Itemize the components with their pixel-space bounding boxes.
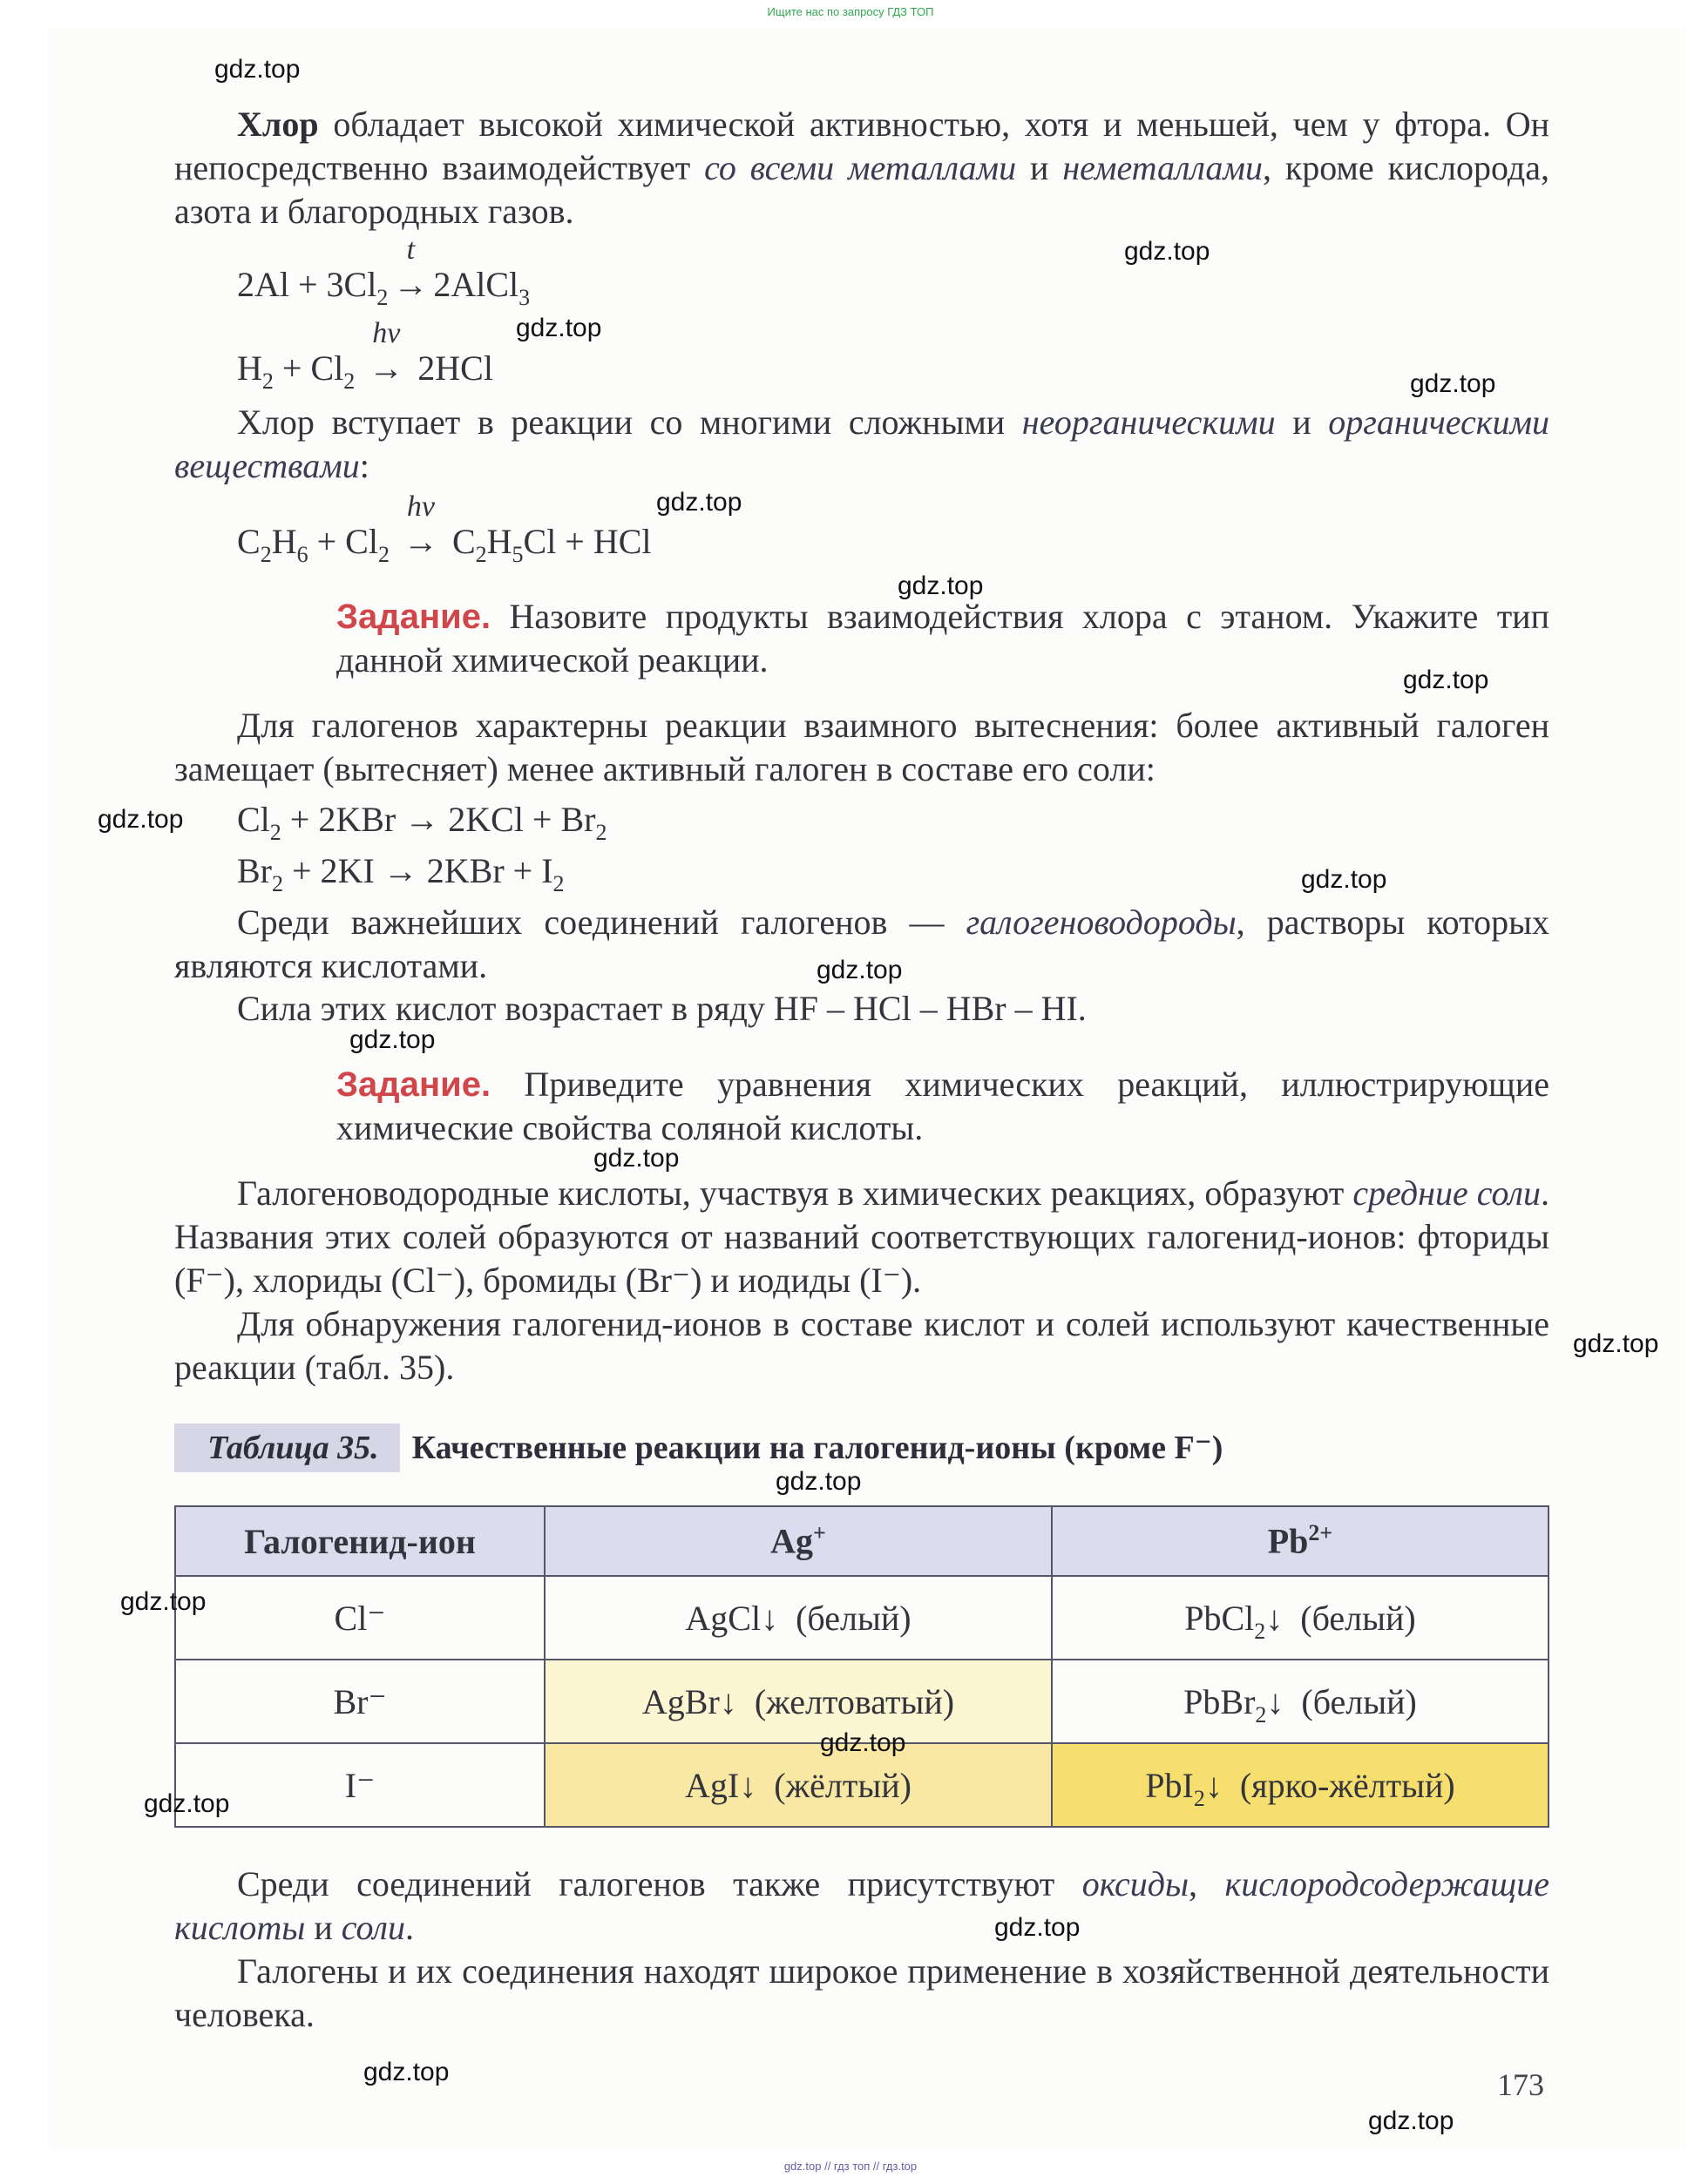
watermark: gdz.top	[820, 1728, 906, 1757]
paragraph-salts: Галогеноводородные кислоты, участвуя в химических реакциях, образуют средние соли. Названия этих солей образуются от названий соответствующих галогенид-ионов: фториды (F⁻), хлориды (Cl⁻), бромиды (Br⁻) и иодиды (I⁻).	[174, 1173, 1549, 1300]
reaction-arrow: hν →	[369, 317, 404, 388]
header-silver: Ag+	[545, 1506, 1052, 1576]
header-lead: $Pb^{2+}$	[1052, 1506, 1549, 1576]
cell-lead-precipitate: PbCl$_2$↓ (белый)	[1052, 1576, 1549, 1660]
equation-br2-ki: $Br_2 + 2KI \to 2KBr + I_2$	[237, 851, 565, 896]
equation-al-cl2: $2Al + 3Cl_2$ t → 2AlCl$_3$	[237, 233, 531, 310]
watermark: gdz.top	[776, 1467, 862, 1496]
watermark: gdz.top	[349, 1025, 436, 1054]
cell-ion: Cl⁻	[175, 1576, 545, 1660]
cell-silver-precipitate: AgCl↓ (белый)	[545, 1576, 1052, 1660]
watermark: gdz.top	[1301, 865, 1387, 894]
cell-lead-precipitate: PbI$_2$↓ (ярко-жёлтый)	[1052, 1743, 1549, 1827]
paragraph-hydrogen-halides: Среди важнейших соединений галогенов — галогеноводороды, растворы которых являются кислотами.	[174, 903, 1549, 985]
paragraph-displacement: Для галогенов характерны реакции взаимного вытеснения: более активный галоген замещает (вытесняет) менее активный галоген в составе его соли:	[174, 706, 1549, 788]
term-chlorine: Хлор	[237, 105, 319, 144]
cell-silver-precipitate: AgI↓ (жёлтый)	[545, 1743, 1052, 1827]
watermark: gdz.top	[1403, 666, 1489, 694]
cell-lead-precipitate: PbBr$_2$↓ (белый)	[1052, 1660, 1549, 1743]
watermark: gdz.top	[363, 2058, 450, 2086]
cell-ion: I⁻	[175, 1743, 545, 1827]
bottom-banner[interactable]: gdz.top // гдз топ // гдз.top	[783, 2160, 918, 2173]
table-header-row	[175, 1506, 1549, 1576]
watermark: gdz.top	[214, 55, 301, 84]
table-row	[175, 1576, 1549, 1660]
watermark: gdz.top	[593, 1144, 680, 1173]
reaction-arrow: t →	[393, 233, 429, 304]
page-number: 173	[1497, 2067, 1544, 2102]
watermark: gdz.top	[656, 488, 742, 517]
equation-ethane-chlorination: $C_2H_6 + Cl_2$ hν → $C_2H_5Cl$ + HCl	[237, 490, 652, 567]
watermark: gdz.top	[144, 1789, 230, 1818]
watermark: gdz.top	[1368, 2106, 1454, 2135]
table-caption	[174, 1423, 1223, 1472]
watermark: gdz.top	[898, 571, 984, 600]
watermark: gdz.top	[98, 805, 184, 834]
watermark: gdz.top	[817, 956, 903, 984]
paragraph-oxides-salts: Среди соединений галогенов также присутствуют оксиды, кислородсодержащие кислоты и соли.	[174, 1864, 1549, 1947]
paragraph-qualitative-reactions: Для обнаружения галогенид-ионов в составе кислот и солей используют качественные реакции (табл. 35).	[174, 1304, 1549, 1387]
task-label: Задание.	[336, 598, 491, 636]
paragraph-acid-strength: Сила этих кислот возрастает в ряду HF – HCl – HBr – HI.	[237, 989, 1087, 1028]
cell-silver-precipitate: AgBr↓ (желтоватый)	[545, 1660, 1052, 1743]
table-number: Таблица 35.	[174, 1423, 400, 1472]
equation-cl2-kbr: $Cl_2 + 2KBr \to 2KCl + Br_2$	[237, 800, 607, 845]
watermark: gdz.top	[1573, 1329, 1659, 1358]
top-banner[interactable]: Ищите нас по запросу ГДЗ ТОП	[767, 5, 934, 18]
header-halide-ion: Галогенид-ион	[175, 1506, 545, 1576]
task-label: Задание.	[336, 1065, 491, 1104]
task-hcl-equations: Задание. Приведите уравнения химических реакций, иллюстрирующие химические свойства соляной кислоты.	[336, 1065, 1549, 1147]
watermark: gdz.top	[994, 1913, 1081, 1942]
reaction-arrow: hν →	[403, 490, 438, 561]
watermark: gdz.top	[516, 314, 602, 342]
paragraph-chlorine-activity: Хлор обладает высокой химической активностью, хотя и меньшей, чем у фтора. Он непосредственно взаимодействует со всеми металлами и неметаллами, кроме кислорода, азота и благородных газов.	[174, 105, 1550, 231]
halide-reactions-table	[174, 1505, 1549, 1828]
equation-h2-cl2: $H_2 + Cl_2$ hν → 2HCl	[237, 317, 493, 394]
paragraph-complex-substances: Хлор вступает в реакции со многими сложными неорганическими и органическими веществами:	[174, 402, 1550, 485]
watermark: gdz.top	[1410, 369, 1496, 398]
table-title: Качественные реакции на галогенид-ионы (кроме F⁻)	[411, 1430, 1223, 1466]
task-ethane-products: Задание. Назовите продукты взаимодействия хлора с этаном. Укажите тип данной химической реакции.	[336, 597, 1549, 680]
watermark: gdz.top	[1124, 237, 1210, 266]
paragraph-applications: Галогены и их соединения находят широкое применение в хозяйственной деятельности человека.	[174, 1951, 1549, 2034]
cell-ion: Br⁻	[175, 1660, 545, 1743]
watermark: gdz.top	[120, 1587, 207, 1616]
